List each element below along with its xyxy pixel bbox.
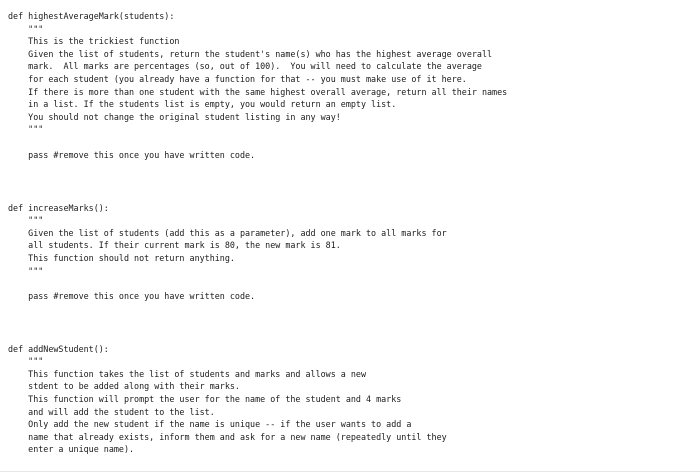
docstring-line: name that already exists, inform them and ask for a new name (repeatedly until they (28, 431, 447, 442)
docstring-line: This function should not return anything. (28, 252, 235, 263)
docstring-line: enter a unique name). (28, 444, 135, 455)
bottom-divider (0, 471, 700, 472)
docstring-line: and will add the student to the list. (28, 406, 215, 417)
docstring-line: all students. If their current mark is 80, the new mark is 81. (28, 240, 341, 251)
docstring-line: mark. All marks are percentages (so, out of 100). You will need to calculate the average (28, 61, 482, 72)
function-body: pass #remove this once you have written code. (28, 149, 256, 160)
docstring-line: stdent to be added along with their marks. (28, 381, 240, 392)
docstring-line: This function takes the list of students and marks and allows a new (28, 368, 366, 379)
docstring-line: This is the trickiest function (28, 36, 180, 47)
docstring-close: """ (28, 265, 44, 276)
docstring-open: """ (28, 356, 44, 367)
function-signature: def highestAverageMark(students): (8, 11, 175, 21)
code-listing (8, 10, 692, 456)
function-signature: def addNewStudent(): (8, 343, 109, 354)
function-body: pass #remove this once you have written code. (28, 291, 256, 302)
docstring-line: This function will prompt the user for the name of the student and 4 marks (28, 394, 402, 405)
docstring-close: """ (28, 124, 44, 135)
docstring-line: You should not change the original student listing in any way! (28, 111, 341, 122)
docstring-line: Only add the new student if the name is unique -- if the user wants to add a (28, 419, 412, 430)
docstring-line: Given the list of students, return the student's name(s) who has the highest average overall (28, 48, 493, 59)
docstring-line: for each student (you already have a function for that -- you must make use of it here. (28, 73, 467, 84)
docstring-open: """ (28, 23, 44, 34)
docstring-line: in a list. If the students list is empty, you would return an empty list. (28, 99, 397, 110)
docstring-open: """ (28, 215, 44, 226)
docstring-line: If there is more than one student with the same highest overall average, return all their names (28, 86, 508, 97)
docstring-line: Given the list of students (add this as a parameter), add one mark to all marks for (28, 227, 447, 238)
function-signature: def increaseMarks(): (8, 202, 109, 213)
